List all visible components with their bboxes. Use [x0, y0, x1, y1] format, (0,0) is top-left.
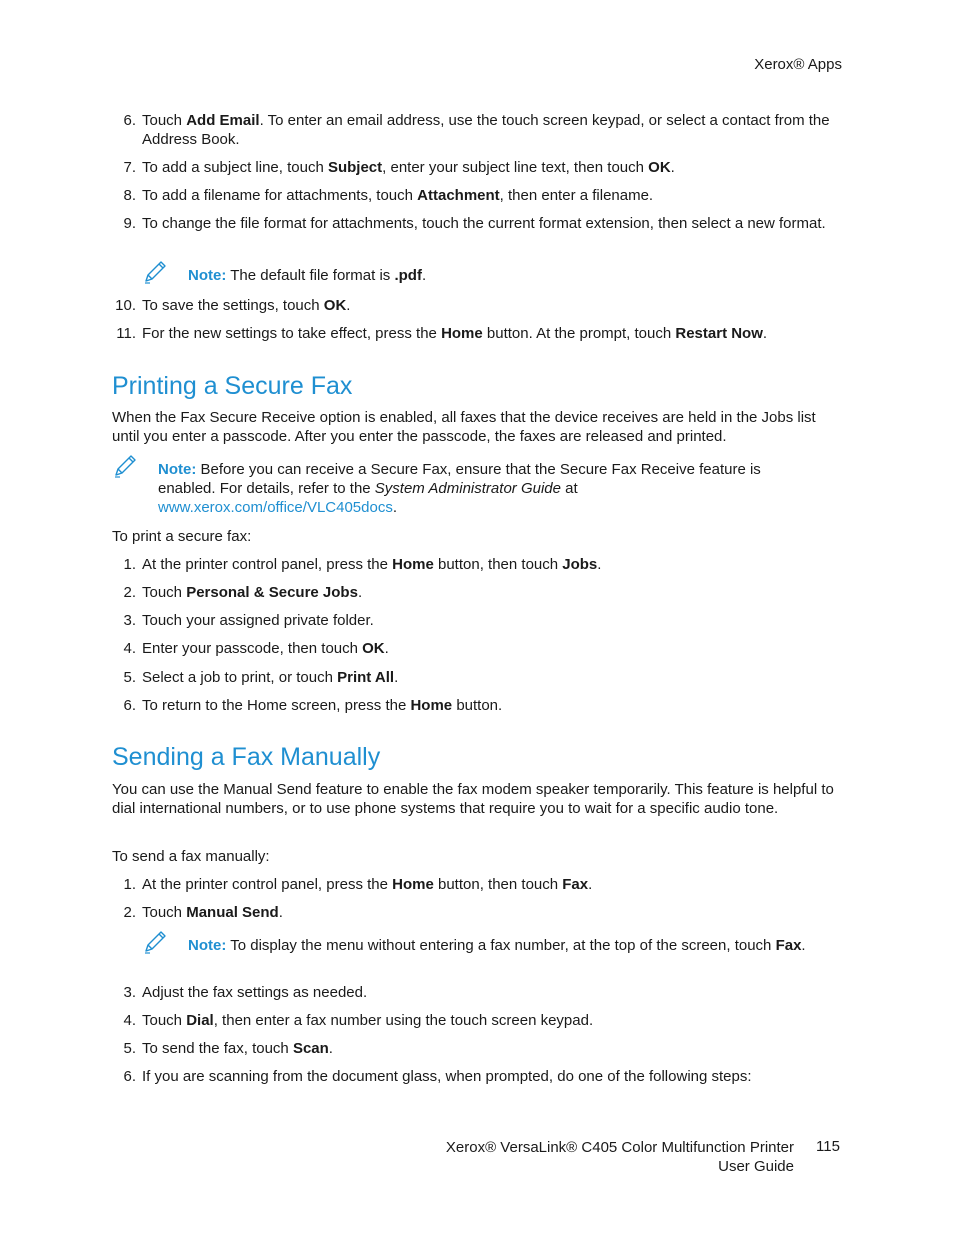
step-number: 7. [123, 159, 136, 176]
step-text: At the printer control panel, press the Home button, then touch Fax. [142, 876, 593, 893]
step-number: 1. [123, 876, 136, 893]
step-number: 6. [123, 112, 136, 129]
step-number: 10. [115, 297, 136, 314]
step-number: 8. [123, 187, 136, 204]
step-number: 5. [123, 1040, 136, 1057]
step-text: Touch Personal & Secure Jobs. [142, 584, 363, 601]
step-text: To add a subject line, touch Subject, enter your subject line text, then touch OK. [142, 159, 675, 176]
step-number: 5. [123, 669, 136, 686]
footer-doc-type: User Guide [718, 1158, 794, 1175]
note-text: Note: Before you can receive a Secure Fax, ensure that the Secure Fax Receive feature is enabled. For details, refer to the System Administrator Guide at www.xerox.com/office/VLC405docs. [158, 461, 761, 516]
running-header: Xerox® Apps [754, 56, 842, 73]
step-number: 6. [123, 697, 136, 714]
lead-text: To send a fax manually: [112, 848, 270, 865]
step-number: 4. [123, 1012, 136, 1029]
section-title: Printing a Secure Fax [112, 372, 353, 400]
step-text: Adjust the fax settings as needed. [142, 984, 368, 1001]
step-number: 2. [123, 904, 136, 921]
step-text: To return to the Home screen, press the Home button. [142, 697, 503, 714]
step-number: 3. [123, 612, 136, 629]
step-number: 6. [123, 1068, 136, 1085]
docs-link[interactable]: www.xerox.com/office/VLC405docs [158, 499, 393, 516]
step-text: To save the settings, touch OK. [142, 297, 351, 314]
pencil-icon [112, 453, 138, 479]
step-number: 11. [116, 325, 136, 342]
page-number: 115 [816, 1138, 840, 1155]
section-title: Sending a Fax Manually [112, 743, 381, 771]
step-text: To change the file format for attachments, touch the current format extension, then select a new format. [142, 215, 826, 232]
step-number: 4. [123, 640, 136, 657]
step-number: 2. [123, 584, 136, 601]
step-text: If you are scanning from the document glass, when prompted, do one of the following steps: [142, 1068, 752, 1085]
step-text: Touch Add Email. To enter an email address, use the touch screen keypad, or select a contact from the Address Book. [142, 112, 830, 148]
step-number: 9. [123, 215, 136, 232]
step-text: Select a job to print, or touch Print All. [142, 669, 399, 686]
step-text: For the new settings to take effect, press the Home button. At the prompt, touch Restart Now. [142, 325, 768, 342]
section-intro: You can use the Manual Send feature to enable the fax modem speaker temporarily. This feature is helpful to dial international numbers, or to use phone systems that require you to wait for a specific audio tone. [112, 781, 834, 817]
pencil-icon [142, 929, 168, 955]
pencil-icon [142, 259, 168, 285]
step-number: 1. [123, 556, 136, 573]
footer-product: Xerox® VersaLink® C405 Color Multifunction Printer [445, 1139, 794, 1156]
step-text: Touch Dial, then enter a fax number using the touch screen keypad. [142, 1012, 594, 1029]
step-text: At the printer control panel, press the Home button, then touch Jobs. [142, 556, 602, 573]
running-footer [446, 1138, 794, 1176]
step-number: 3. [123, 984, 136, 1001]
step-text: To add a filename for attachments, touch Attachment, then enter a filename. [142, 187, 654, 204]
section-intro: When the Fax Secure Receive option is enabled, all faxes that the device receives are held in the Jobs list until you enter a passcode. After you enter the passcode, the faxes are released and printed. [112, 409, 816, 445]
step-text: Touch Manual Send. [142, 904, 283, 921]
step-text: Enter your passcode, then touch OK. [142, 640, 389, 657]
step-text: Touch your assigned private folder. [142, 612, 374, 629]
step-text: To send the fax, touch Scan. [142, 1040, 333, 1057]
note-text: Note: The default file format is .pdf. [188, 267, 427, 284]
note-text: Note: To display the menu without entering a fax number, at the top of the screen, touch Fax. [188, 937, 806, 954]
lead-text: To print a secure fax: [112, 528, 252, 545]
